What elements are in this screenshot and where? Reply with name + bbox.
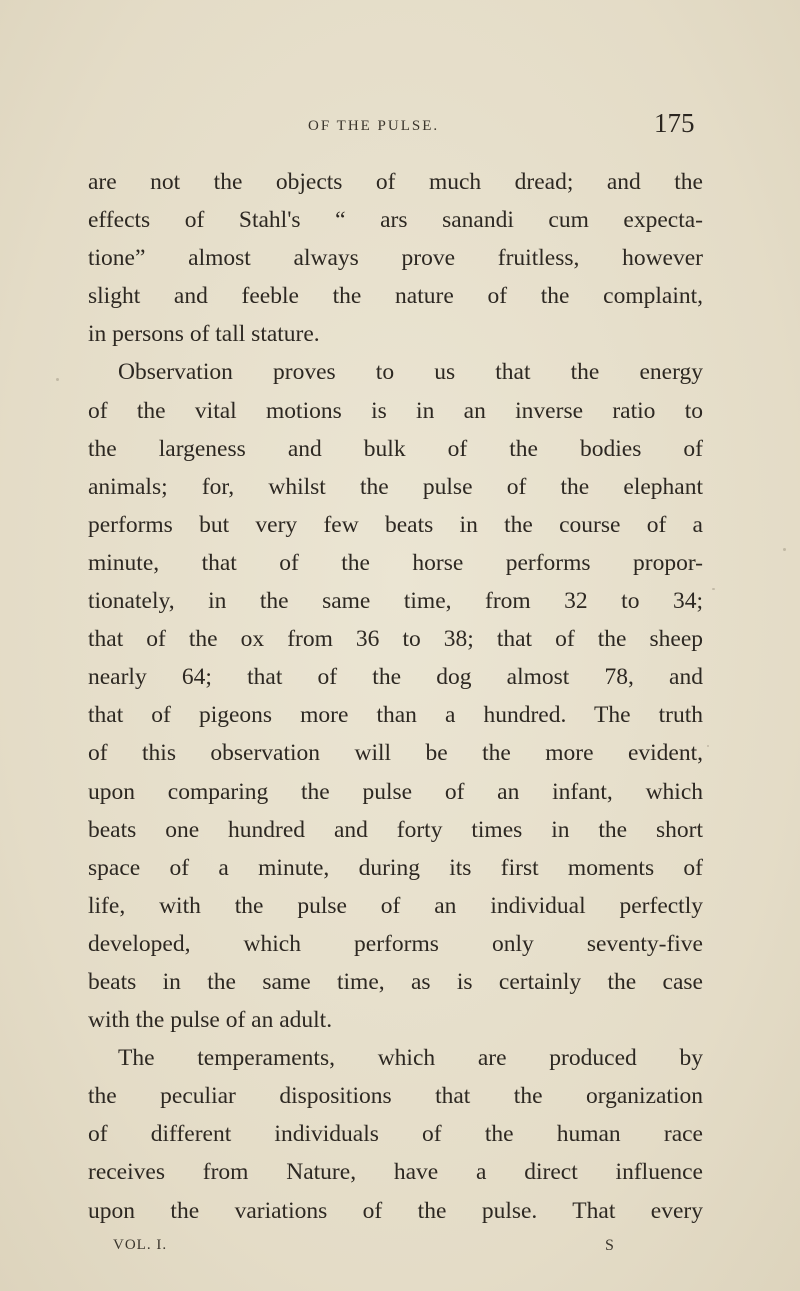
signature-mark: S <box>605 1237 614 1254</box>
text-line: life, with the pulse of an individual perfectly <box>88 892 703 919</box>
text-line: tionately, in the same time, from 32 to 34; <box>88 588 703 615</box>
text-line: The temperaments, which are produced by <box>118 1045 703 1072</box>
text-line: Observation proves to us that the energy <box>118 359 703 386</box>
text-line: upon the variations of the pulse. That every <box>88 1197 703 1224</box>
text-line: with the pulse of an adult. <box>88 1007 333 1034</box>
text-line: space of a minute, during its first moments of <box>88 854 703 881</box>
text-line: are not the objects of much dread; and the <box>88 169 703 195</box>
running-head-title: OF THE PULSE. <box>308 118 440 134</box>
text-line: in persons of tall stature. <box>88 321 320 348</box>
text-line: that of the ox from 36 to 38; that of the sheep <box>88 626 703 653</box>
paper-speck <box>712 588 715 590</box>
text-line: nearly 64; that of the dog almost 78, and <box>88 664 703 691</box>
paper-speck <box>783 548 786 551</box>
text-line: developed, which performs only seventy-five <box>88 930 703 957</box>
text-line: effects of Stahl's “ ars sanandi cum expecta- <box>88 207 703 234</box>
page-number: 175 <box>654 108 695 138</box>
text-line: beats one hundred and forty times in the short <box>88 816 703 843</box>
text-line: minute, that of the horse performs propor- <box>88 549 703 576</box>
text-line: slight and feeble the nature of the complaint, <box>88 283 703 310</box>
text-line: tione” almost always prove fruitless, however <box>88 245 703 272</box>
running-head <box>0 108 800 148</box>
text-line: performs but very few beats in the course of a <box>88 511 703 538</box>
text-line: of different individuals of the human race <box>88 1121 703 1148</box>
text-line: animals; for, whilst the pulse of the elephant <box>88 473 703 500</box>
paper-speck <box>707 745 709 747</box>
text-line: of the vital motions is in an inverse ratio to <box>88 397 703 424</box>
text-line: that of pigeons more than a hundred. The truth <box>88 702 703 729</box>
text-line: of this observation will be the more evident, <box>88 740 703 767</box>
text-line: the largeness and bulk of the bodies of <box>88 435 703 462</box>
volume-marker: VOL. I. <box>113 1237 168 1253</box>
body-text <box>88 163 703 1230</box>
page-footer <box>0 1237 800 1267</box>
text-line: receives from Nature, have a direct influence <box>88 1159 703 1186</box>
paper-speck <box>56 378 59 381</box>
text-line: upon comparing the pulse of an infant, which <box>88 778 703 805</box>
text-line: beats in the same time, as is certainly the case <box>88 968 703 995</box>
text-line: the peculiar dispositions that the organization <box>88 1083 703 1110</box>
